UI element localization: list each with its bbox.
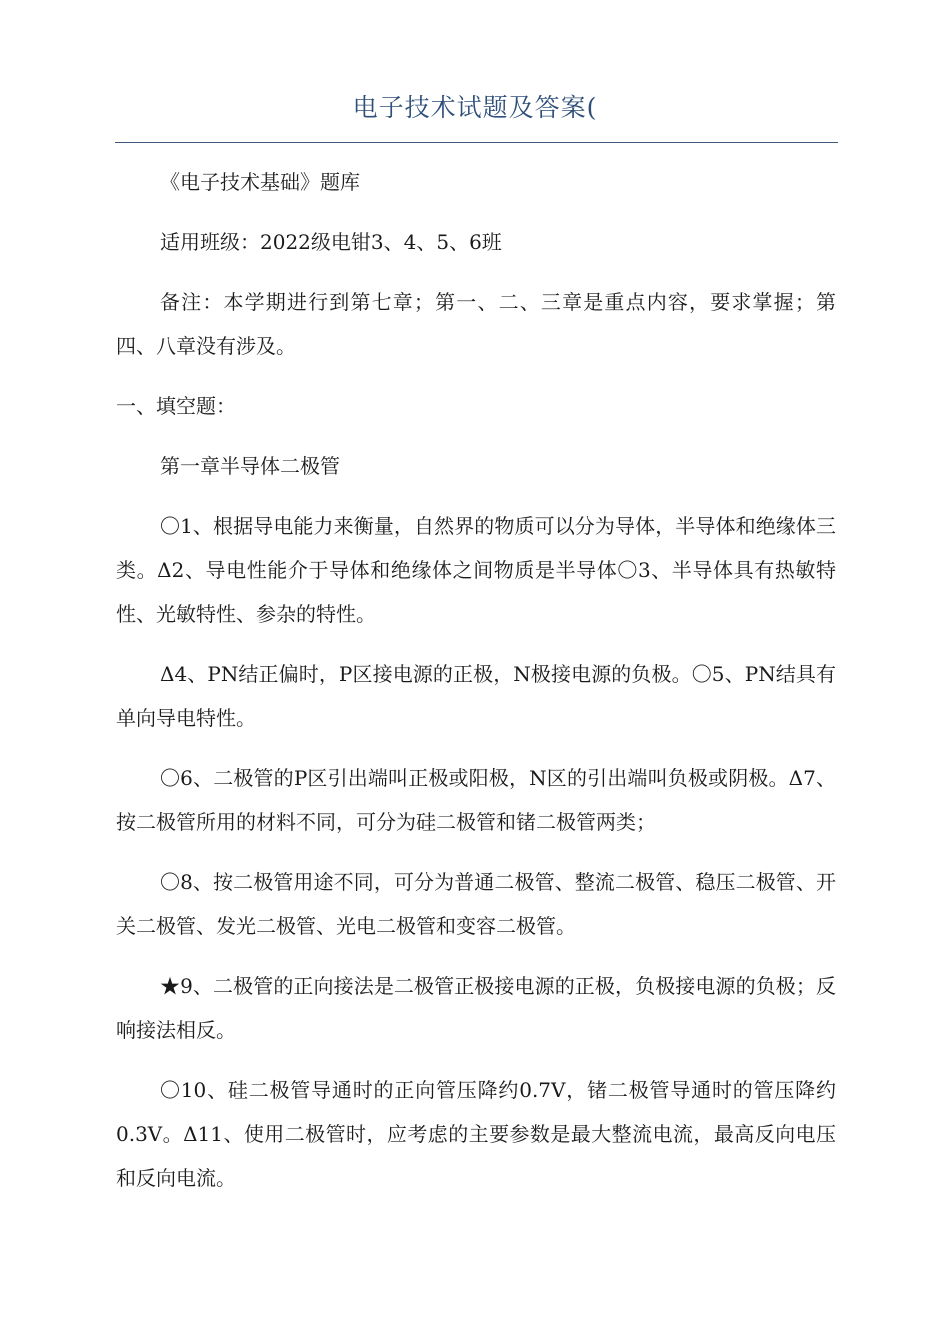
question-paragraph: ★9、二极管的正向接法是二极管正极接电源的正极，负极接电源的负极；反响接法相反。 — [116, 974, 836, 1042]
title-divider — [115, 142, 838, 143]
paragraph-applicable-class: 适用班级：2022级电钳3、4、5、6班 — [160, 230, 502, 254]
chapter-heading: 第一章半导体二极管 — [160, 454, 340, 478]
question-paragraph: 〇6、二极管的P区引出端叫正极或阳极，N区的引出端叫负极或阴极。Δ7、按二极管所用的材料不同，可分为硅二极管和锗二极管两类； — [116, 766, 836, 834]
question-paragraph: 〇1、根据导电能力来衡量，自然界的物质可以分为导体，半导体和绝缘体三类。Δ2、导电性能介于导体和绝缘体之间物质是半导体〇3、半导体具有热敏特性、光敏特性、参杂的特性。 — [116, 514, 836, 626]
question-paragraph: 〇10、硅二极管导通时的正向管压降约0.7V，锗二极管导通时的管压降约 0.3V。Δ11、使用二极管时，应考虑的主要参数是最大整流电流，最高反向电压和反向电流。 — [116, 1078, 836, 1190]
document-title: 电子技术试题及答案( — [352, 93, 598, 122]
document-body — [116, 160, 836, 1200]
paragraph-bank-title: 《电子技术基础》题库 — [160, 170, 360, 194]
paragraph-remark: 备注：本学期进行到第七章；第一、二、三章是重点内容，要求掌握；第四、八章没有涉及。 — [116, 290, 836, 358]
question-paragraph: 〇8、按二极管用途不同，可分为普通二极管、整流二极管、稳压二极管、开关二极管、发光二极管、光电二极管和变容二极管。 — [116, 870, 836, 938]
section-heading-fill-blank: 一、填空题： — [116, 394, 236, 418]
question-paragraph: Δ4、PN结正偏时，P区接电源的正极，N极接电源的负极。〇5、PN结具有单向导电特性。 — [116, 662, 836, 730]
